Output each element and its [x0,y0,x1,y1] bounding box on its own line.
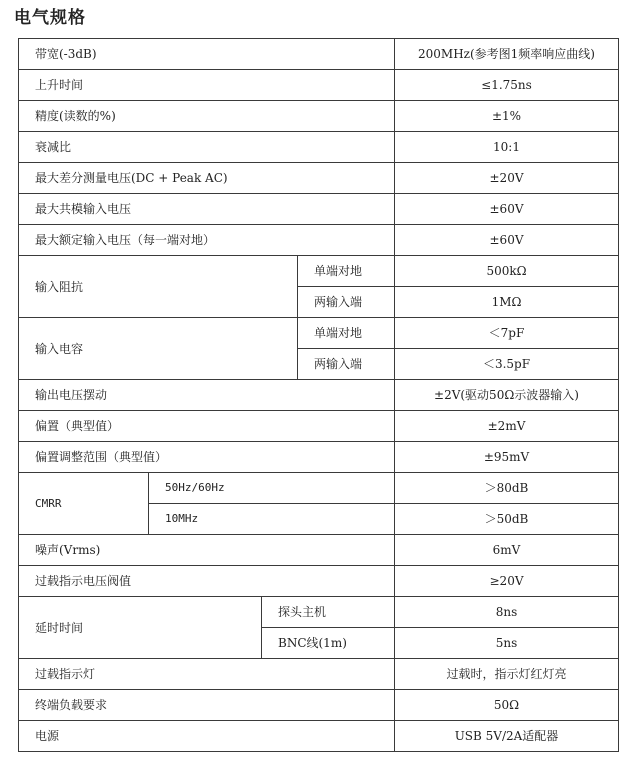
row-value: 200MHz(参考图1频率响应曲线) [395,39,619,70]
spec-table [18,38,619,752]
row-label: 带宽(-3dB) [19,39,395,70]
sub-row-label: BNC线(1m) [262,628,395,659]
row-value: ±95mV [395,442,619,473]
row-value: 50Ω [395,690,619,721]
table-row [19,39,619,70]
table-row [19,597,619,628]
row-value: 8ns [395,597,619,628]
row-value: 500kΩ [395,256,619,287]
row-value: 6mV [395,535,619,566]
row-label: 最大共模输入电压 [19,194,395,225]
row-label: 噪声(Vrms) [19,535,395,566]
row-label: 过载指示电压阀值 [19,566,395,597]
row-value: ≥20V [395,566,619,597]
row-value: 过载时，指示灯红灯亮 [395,659,619,690]
row-label: 电源 [19,721,395,752]
sub-row-label: 单端对地 [298,256,395,287]
table-row [19,721,619,752]
table-row [19,256,619,287]
row-value: ≤1.75ns [395,70,619,101]
sub-row-label: 10MHz [149,504,395,535]
row-label: 最大额定输入电压（每一端对地） [19,225,395,256]
row-label: 最大差分测量电压(DC + Peak AC) [19,163,395,194]
table-row [19,163,619,194]
row-value: 1MΩ [395,287,619,318]
table-row [19,442,619,473]
sub-row-label: 两输入端 [298,287,395,318]
sub-row-label: 两输入端 [298,349,395,380]
row-label: 偏置调整范围（典型值） [19,442,395,473]
row-value: ±60V [395,225,619,256]
table-row [19,690,619,721]
row-label: 终端负载要求 [19,690,395,721]
row-value: ＞50dB [395,504,619,535]
row-value: USB 5V/2A适配器 [395,721,619,752]
row-label: 过载指示灯 [19,659,395,690]
row-label: 精度(读数的%) [19,101,395,132]
sub-row-label: 50Hz/60Hz [149,473,395,504]
sub-row-label: 探头主机 [262,597,395,628]
table-row [19,659,619,690]
table-row [19,70,619,101]
row-label: 偏置（典型值） [19,411,395,442]
row-label: 衰减比 [19,132,395,163]
sub-row-label: 单端对地 [298,318,395,349]
table-row [19,318,619,349]
table-row [19,566,619,597]
table-row [19,225,619,256]
row-label: 输入电容 [19,318,298,380]
row-value: ＜7pF [395,318,619,349]
row-label: 输出电压摆动 [19,380,395,411]
row-value: ±1% [395,101,619,132]
row-label: 延时时间 [19,597,262,659]
table-row [19,101,619,132]
table-row [19,132,619,163]
table-row [19,473,619,504]
table-row [19,194,619,225]
row-value: ±2mV [395,411,619,442]
row-value: ＜3.5pF [395,349,619,380]
page-title: 电气规格 [14,8,86,28]
row-value: ±60V [395,194,619,225]
row-label: 上升时间 [19,70,395,101]
row-value: 10:1 [395,132,619,163]
table-row [19,535,619,566]
row-value: 5ns [395,628,619,659]
row-value: ±20V [395,163,619,194]
row-label: CMRR [19,473,149,535]
table-row [19,411,619,442]
table-row [19,380,619,411]
row-value: ±2V(驱动50Ω示波器输入) [395,380,619,411]
row-label: 输入阻抗 [19,256,298,318]
row-value: ＞80dB [395,473,619,504]
